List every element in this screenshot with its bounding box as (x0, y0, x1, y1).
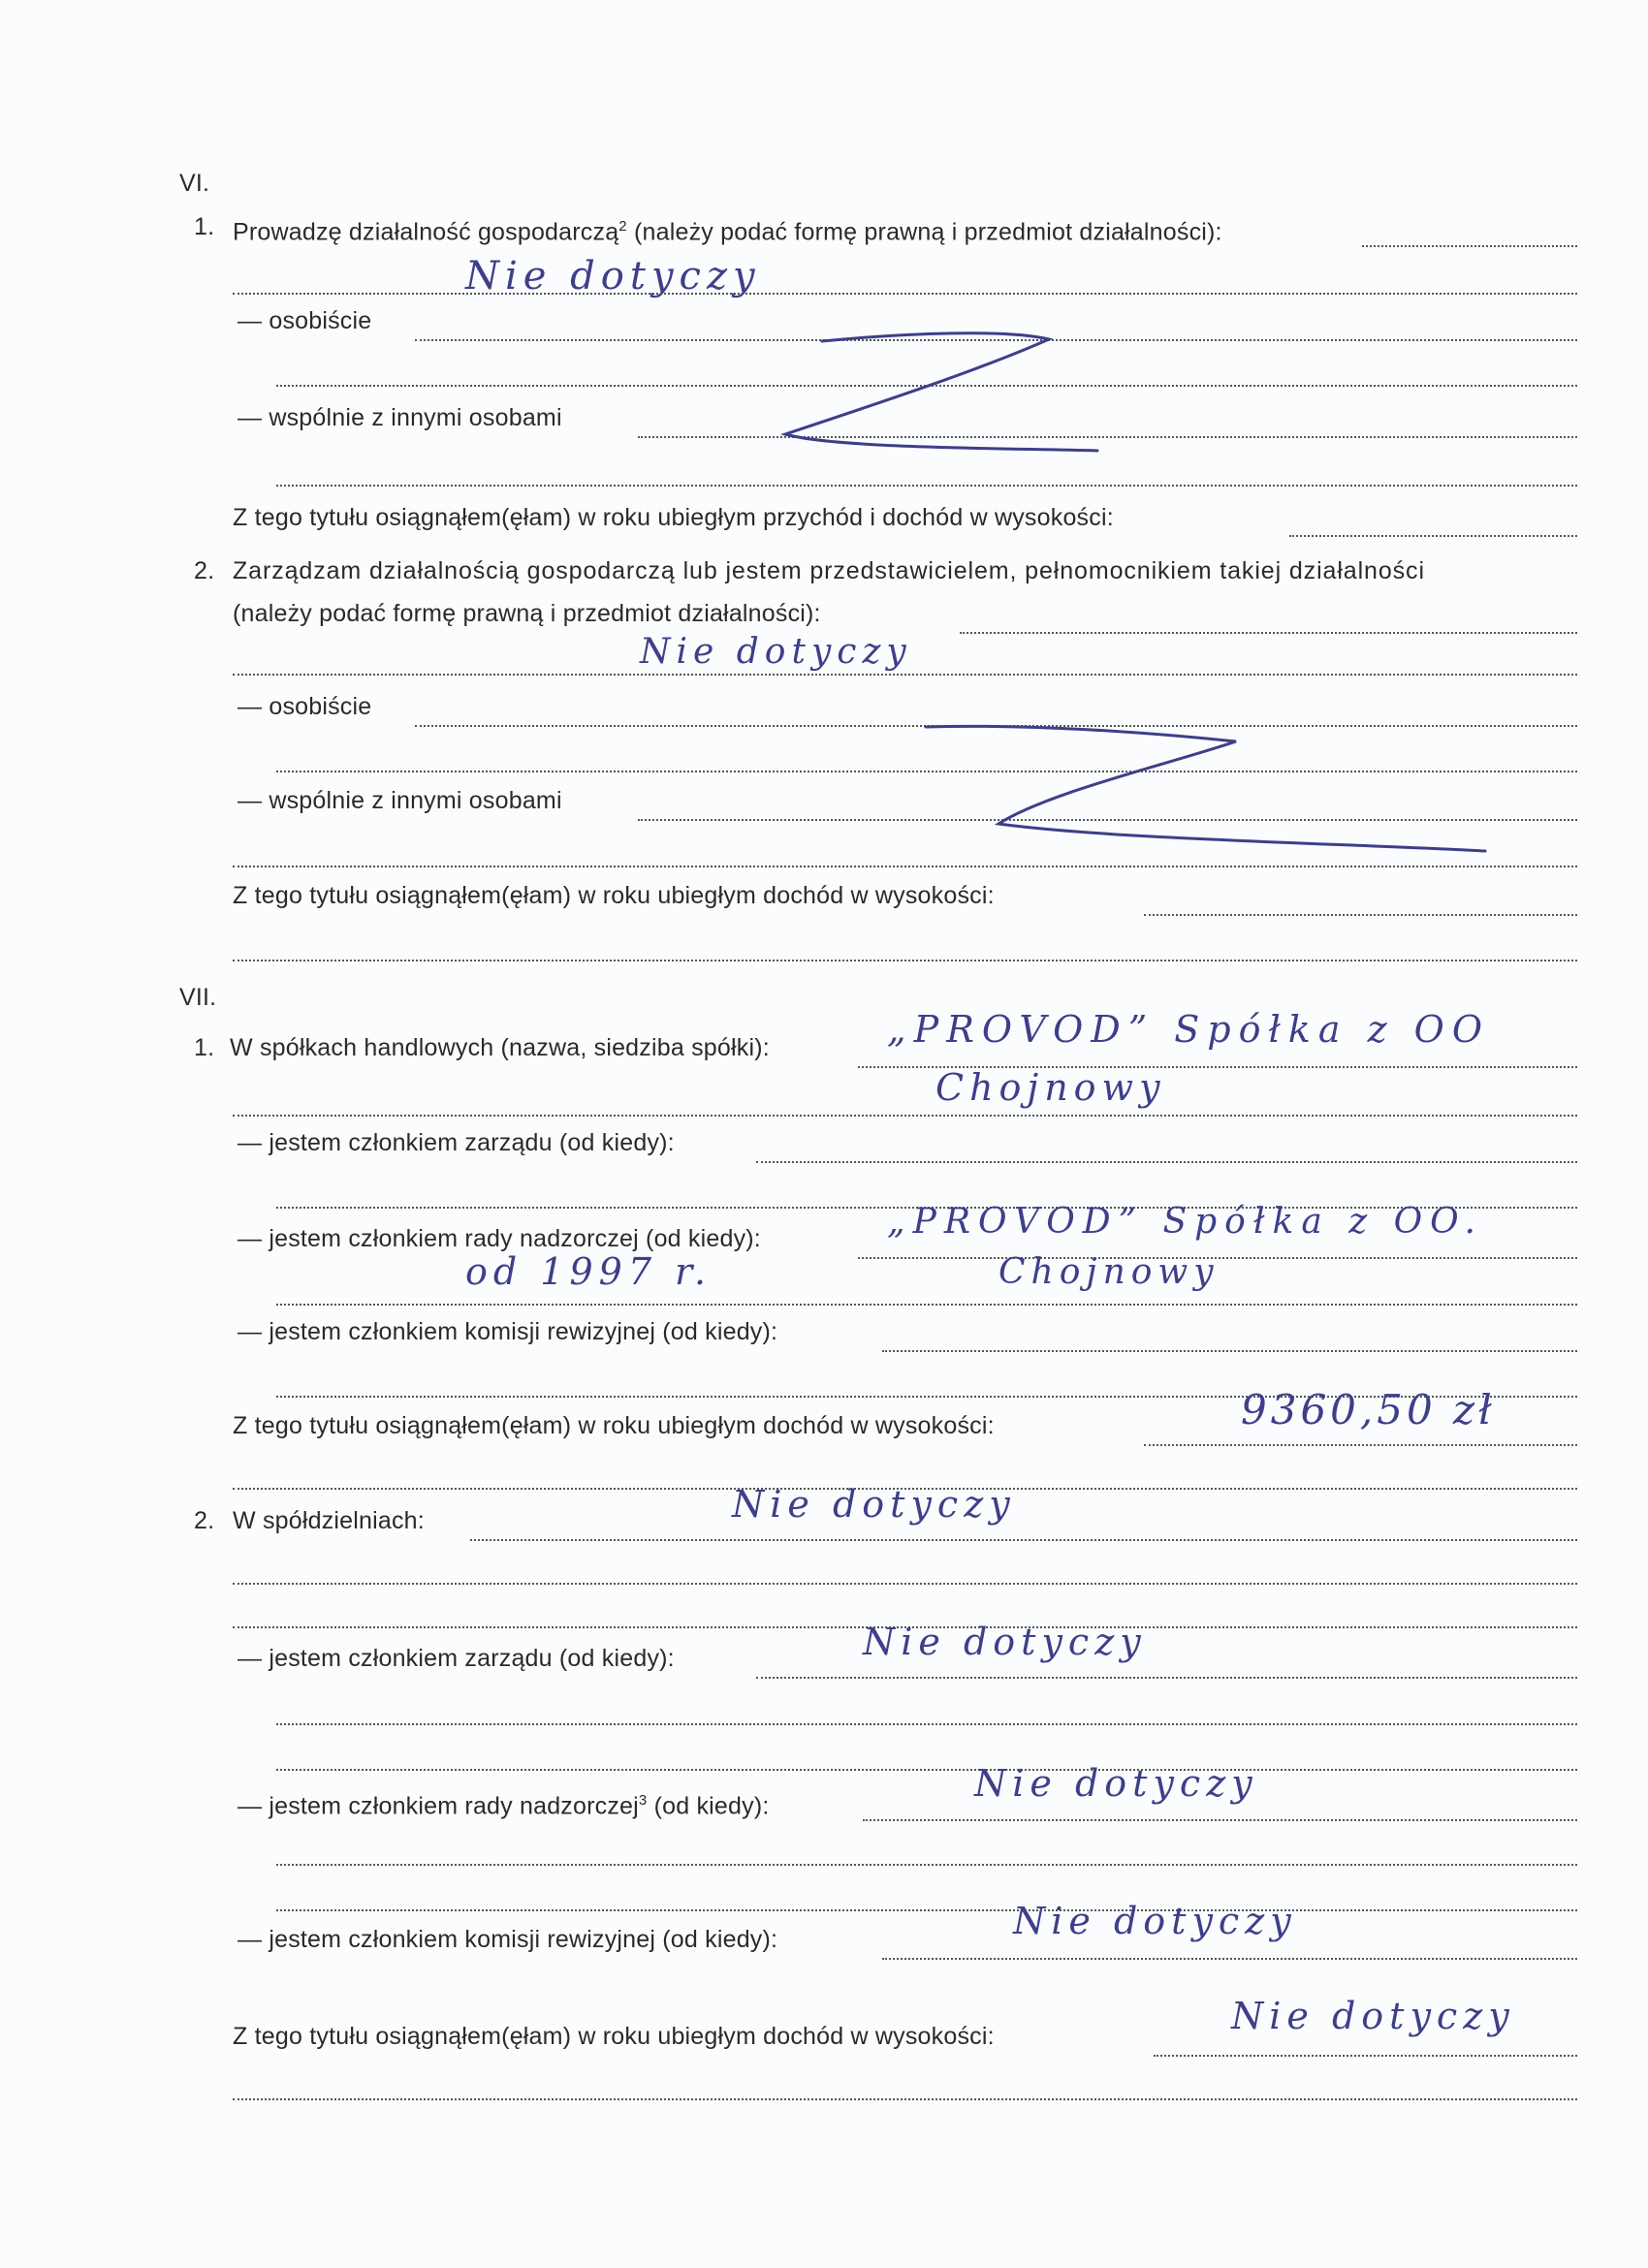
handwritten-answer: Nie dotyczy (1013, 1900, 1297, 1942)
strike-through-z-scribble (926, 726, 1485, 851)
handwritten-answer: Nie dotyczy (863, 1621, 1147, 1663)
komisja-label: — jestem członkiem komisji rewizyjnej (od kiedy): (238, 1318, 778, 1345)
section-vi-heading: VI. (179, 170, 210, 197)
section-vi-item1-label: Prowadzę działalność gospodarczą$^2$ (należy podać formę prawną i przedmiot działalności): (233, 218, 1222, 246)
section-vii-item1-number: 1. (194, 1034, 215, 1061)
handwritten-answer: Chojnowy (998, 1252, 1220, 1292)
section-vii-item1-label: W spółkach handlowych (nazwa, siedziba spółki): (230, 1034, 770, 1061)
handwritten-answer: Nie dotyczy (465, 254, 761, 299)
section-vi-item2-label-line2: (należy podać formę prawną i przedmiot działalności): (233, 600, 821, 627)
income-label: Z tego tytułu osiągnąłem(ęłam) w roku ubiegłym dochód w wysokości: (233, 882, 995, 909)
handwritten-answer: Nie dotyczy (1231, 1995, 1515, 2037)
handwritten-answer: Chojnowy (935, 1066, 1166, 1109)
income-label: Z tego tytułu osiągnąłem(ęłam) w roku ubiegłym dochód w wysokości: (233, 1412, 995, 1439)
zarzad-label: — jestem członkiem zarządu (od kiedy): (238, 1129, 675, 1156)
osobiscie-label: — osobiście (238, 693, 372, 720)
section-vii-item2-number: 2. (194, 1507, 215, 1534)
osobiscie-label: — osobiście (238, 307, 372, 334)
rada-label: — jestem członkiem rady nadzorczej$^3$ (od kiedy): (238, 1792, 770, 1820)
handwritten-answer: Nie dotyczy (974, 1762, 1258, 1805)
section-vii-item2-label: W spółdzielniach: (233, 1507, 425, 1534)
komisja-label: — jestem członkiem komisji rewizyjnej (od kiedy): (238, 1926, 778, 1953)
handwritten-answer: Nie dotyczy (732, 1483, 1016, 1526)
handwritten-answer: od 1997 r. (465, 1250, 713, 1293)
rada-label: — jestem członkiem rady nadzorczej (od kiedy): (238, 1225, 761, 1252)
wspolnie-label: — wspólnie z innymi osobami (238, 404, 562, 431)
handwritten-answer: „PROVOD” Spółka z OO (887, 1008, 1490, 1051)
income-label: Z tego tytułu osiągnąłem(ęłam) w roku ubiegłym przychód i dochód w wysokości: (233, 504, 1114, 531)
zarzad-label: — jestem członkiem zarządu (od kiedy): (238, 1645, 675, 1672)
handwritten-income: 9360,50 zł (1241, 1386, 1496, 1433)
section-vii-heading: VII. (179, 984, 217, 1011)
handwritten-answer: „PROVOD” Spółka z OO. (887, 1202, 1483, 1242)
wspolnie-label: — wspólnie z innymi osobami (238, 787, 562, 814)
handwritten-answer: Nie dotyczy (640, 632, 912, 672)
strike-through-z-scribble (785, 333, 1097, 451)
section-vi-item2-number: 2. (194, 557, 215, 584)
section-vi-item1-number: 1. (194, 213, 215, 240)
income-label: Z tego tytułu osiągnąłem(ęłam) w roku ubiegłym dochód w wysokości: (233, 2023, 995, 2050)
section-vi-item2-label-line1: Zarządzam działalnością gospodarczą lub jestem przedstawicielem, pełnomocnikiem takiej działalności (233, 557, 1425, 584)
